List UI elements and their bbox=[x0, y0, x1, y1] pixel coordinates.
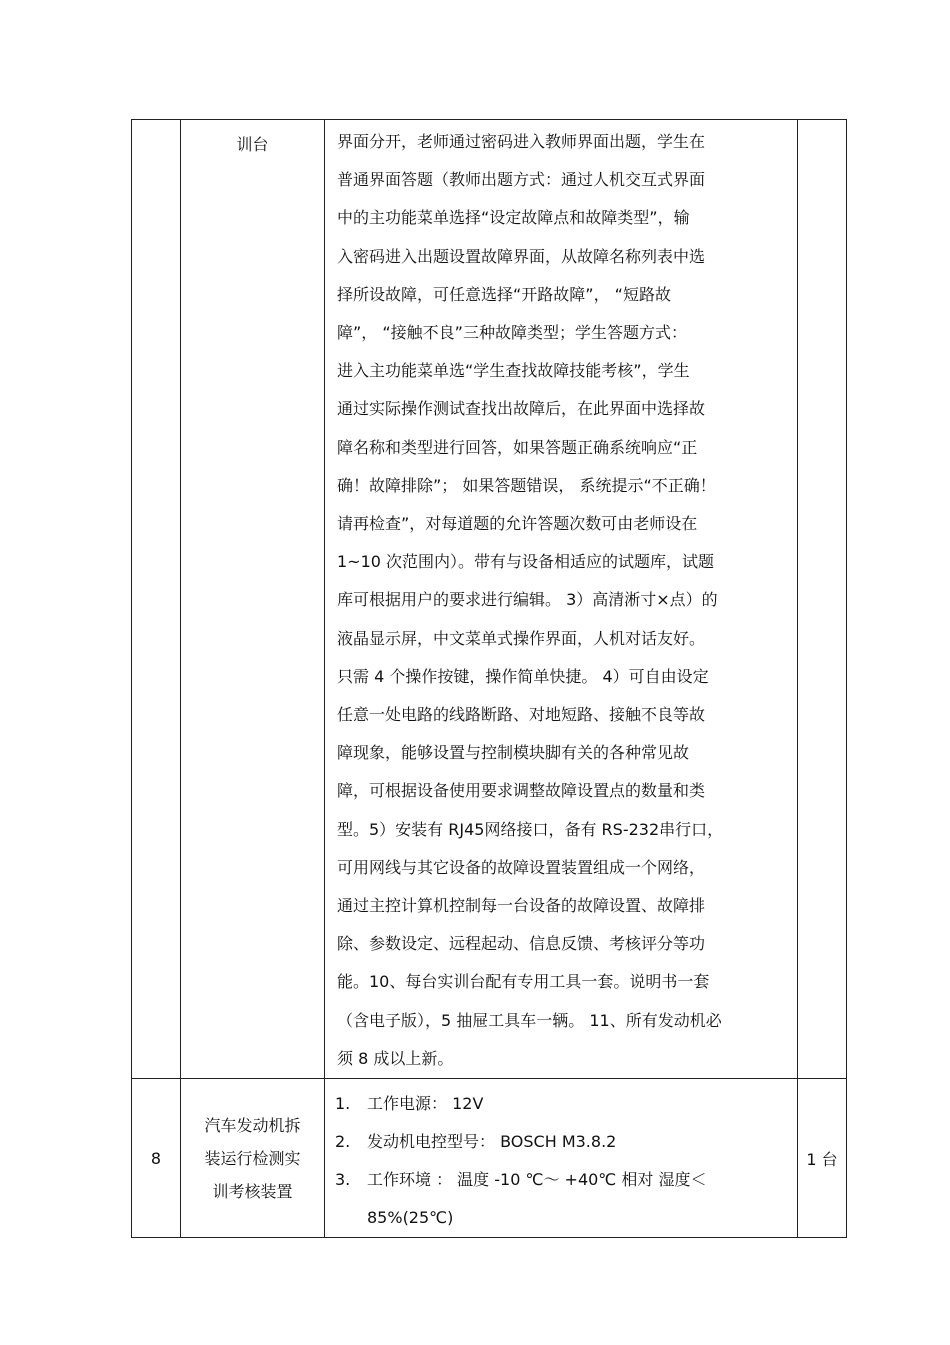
row-description-cell bbox=[325, 1079, 798, 1238]
description-line: 1~10 次范围内）。带有与设备相适应的试题库，试题 bbox=[337, 552, 715, 572]
item-text: 工作环境 ： 温度 -10 ℃～ +40℃ 相对 湿度＜ bbox=[367, 1170, 707, 1190]
description-line: 进入主功能菜单选“学生查找故障技能考核”，学生 bbox=[337, 361, 690, 381]
row-quantity-cell bbox=[798, 120, 847, 1079]
item-number: 3. bbox=[335, 1170, 351, 1190]
description-line: 液晶显示屏，中文菜单式操作界面，人机对话友好。 bbox=[337, 628, 706, 648]
description-line: 库可根据用户的要求进行编辑。 3）高清淅寸×点）的 bbox=[337, 590, 718, 610]
spec-table bbox=[131, 119, 847, 1238]
description-line: 障名称和类型进行回答，如果答题正确系统响应“正 bbox=[337, 437, 698, 457]
description-line: 只需 4 个操作按键，操作简单快捷。 4）可自由设定 bbox=[337, 666, 709, 686]
description-line: 可用网线与其它设备的故障设置装置组成一个网络， bbox=[337, 857, 706, 877]
list-item bbox=[335, 1161, 791, 1199]
description-line: 障”， “接触不良”三种故障类型；学生答题方式： bbox=[337, 323, 687, 343]
row-name-cell: 训台 bbox=[181, 120, 325, 1079]
description-line: （含电子版），5 抽屉工具车一辆。 11、所有发动机必 bbox=[337, 1010, 722, 1030]
description-line: 择所设故障，可任意选择“开路故障”， “短路故 bbox=[337, 284, 671, 304]
description-line: 通过实际操作测试查找出故障后，在此界面中选择故 bbox=[337, 399, 706, 419]
description-line: 通过主控计算机控制每一台设备的故障设置、故障排 bbox=[337, 896, 706, 916]
row-quantity-cell: 1 台 bbox=[798, 1079, 847, 1238]
row-name-cell bbox=[181, 1079, 325, 1238]
description-line: 障现象，能够设置与控制模块脚有关的各种常见故 bbox=[337, 743, 690, 763]
description-line: 能。10、每台实训台配有专用工具一套。说明书一套 bbox=[337, 972, 710, 992]
row-description-cell bbox=[325, 120, 798, 1079]
description-line: 界面分开，老师通过密码进入教师界面出题，学生在 bbox=[337, 132, 706, 151]
list-item bbox=[335, 1123, 791, 1161]
name-line: 汽车发动机拆 bbox=[204, 1115, 301, 1135]
description-line: 障，可根据设备使用要求调整故障设置点的数量和类 bbox=[337, 781, 706, 801]
description-line: 任意一处电路的线路断路、对地短路、接触不良等故 bbox=[337, 705, 706, 725]
row-index-cell: 8 bbox=[132, 1079, 181, 1238]
description-lines bbox=[337, 123, 793, 1078]
list-item bbox=[335, 1085, 791, 1123]
description-line: 确！故障排除”； 如果答题错误， 系统提示“不正确！ bbox=[337, 475, 716, 495]
name-line: 训考核装置 bbox=[212, 1181, 293, 1201]
description-line: 普通界面答题（教师出题方式：通过人机交互式界面 bbox=[337, 170, 706, 190]
table-row bbox=[132, 120, 847, 1079]
table-row bbox=[132, 1079, 847, 1238]
description-line: 型。5）安装有 RJ45网络接口，备有 RS-232串行口， bbox=[337, 819, 724, 839]
row-index-cell bbox=[132, 120, 181, 1079]
item-number: 2. bbox=[335, 1132, 351, 1152]
description-line: 中的主功能菜单选择“设定故障点和故障类型”，输 bbox=[337, 208, 690, 228]
item-text: 工作电源： 12V bbox=[367, 1094, 484, 1114]
item-continuation: 85%(25℃) bbox=[367, 1208, 454, 1228]
description-line: 除、参数设定、远程起动、信息反馈、考核评分等功 bbox=[337, 934, 706, 954]
item-text: 发动机电控型号： BOSCH M3.8.2 bbox=[367, 1132, 617, 1152]
description-line: 须 8 成以上新。 bbox=[337, 1048, 454, 1068]
description-line: 请再检查”，对每道题的允许答题次数可由老师设在 bbox=[337, 514, 698, 534]
name-line: 装运行检测实 bbox=[204, 1148, 301, 1168]
item-number: 1. bbox=[335, 1094, 351, 1114]
description-line: 入密码进入出题设置故障界面，从故障名称列表中选 bbox=[337, 246, 706, 266]
